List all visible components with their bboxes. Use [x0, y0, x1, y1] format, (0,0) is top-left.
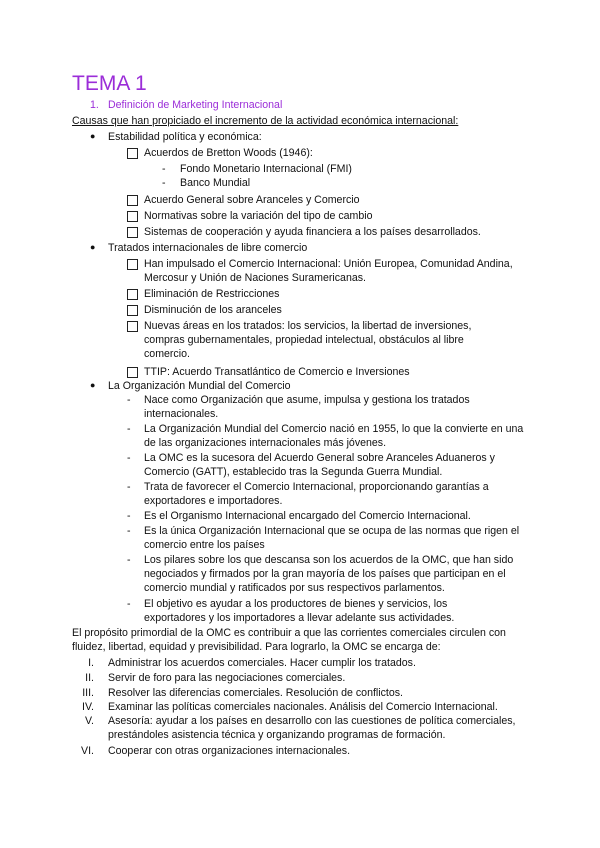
checkbox-label: Han impulsado el Comercio Internacional: Unión Europea, Comunidad Andina, Mercosur y Unión de Naciones Suramericanas.	[144, 258, 513, 285]
list-item-text: La OMC es la sucesora del Acuerdo General sobre Aranceles Aduaneros y Comercio (GATT), establecido tras la Segunda Guerra Mundial.	[144, 452, 495, 479]
dash-icon: -	[127, 598, 131, 610]
dash-icon: -	[162, 163, 166, 175]
dash-icon: -	[127, 394, 131, 406]
roman-numeral: V.	[84, 715, 94, 727]
function-text: Cooperar con otras organizaciones internacionales.	[108, 745, 351, 757]
function-text: Servir de foro para las negociaciones comerciales.	[108, 672, 346, 684]
causes-heading: Causas que han propiciado el incremento de la actividad económica internacional:	[72, 115, 459, 127]
bullet-label: Estabilidad política y económica:	[108, 131, 262, 143]
bullet-icon: ●	[90, 131, 96, 141]
checkbox-icon	[127, 148, 138, 159]
dash-icon: -	[127, 481, 131, 493]
list-item-text: Es la única Organización Internacional que se ocupa de las normas que rigen el comercio entre los países	[144, 525, 520, 552]
checkbox-label: Disminución de los aranceles	[144, 304, 282, 316]
bullet-label: La Organización Mundial del Comercio	[108, 380, 291, 392]
page-title: TEMA 1	[72, 72, 147, 95]
dash-icon: -	[127, 510, 131, 522]
list-item-text: Trata de favorecer el Comercio Internacional, proporcionando garantías a exportadores e importadores.	[144, 481, 489, 508]
sub-list-text: Fondo Monetario Internacional (FMI)	[180, 163, 352, 175]
roman-numeral: VI.	[81, 745, 94, 757]
sub-list-text: Banco Mundial	[180, 177, 251, 189]
checkbox-label: Acuerdos de Bretton Woods (1946):	[144, 147, 313, 159]
function-text: Examinar las políticas comerciales nacionales. Análisis del Comercio Internacional.	[108, 701, 498, 713]
bullet-label: Tratados internacionales de libre comercio	[108, 242, 308, 254]
checkbox-label: Normativas sobre la variación del tipo de cambio	[144, 210, 373, 222]
dash-icon: -	[162, 177, 166, 189]
list-item-text: Los pilares sobre los que descansa son los acuerdos de la OMC, que han sido negociados y firmados por la gran mayoría de los países que participan en el comercio mundial y ratificados por sus respectivos parlamentos.	[144, 554, 514, 595]
checkbox-icon	[127, 259, 138, 270]
list-item-text: La Organización Mundial del Comercio nació en 1955, lo que la convierte en una de las organizaciones internacionales más jóvenes.	[144, 423, 524, 450]
checkbox-label: Acuerdo General sobre Aranceles y Comercio	[144, 194, 360, 206]
checkbox-icon	[127, 367, 138, 378]
checkbox-icon	[127, 227, 138, 238]
subtitle-text: Definición de Marketing Internacional	[108, 99, 283, 111]
bullet-icon: ●	[90, 380, 96, 390]
dash-icon: -	[127, 423, 131, 435]
section-subtitle	[90, 98, 282, 112]
dash-icon: -	[127, 525, 131, 537]
bullet-icon: ●	[90, 242, 96, 252]
roman-numeral: III.	[82, 687, 94, 699]
function-text: Resolver las diferencias comerciales. Resolución de conflictos.	[108, 687, 403, 699]
roman-numeral: II.	[85, 672, 94, 684]
checkbox-label: Nuevas áreas en los tratados: los servicios, la libertad de inversiones, compras gubernamentales, propiedad intelectual, obstáculos al libre comercio.	[144, 320, 472, 361]
dash-icon: -	[127, 554, 131, 566]
checkbox-icon	[127, 211, 138, 222]
checkbox-icon	[127, 321, 138, 332]
dash-icon: -	[127, 452, 131, 464]
list-item-text: Es el Organismo Internacional encargado del Comercio Internacional.	[144, 510, 471, 522]
purpose-paragraph: El propósito primordial de la OMC es contribuir a que las corrientes comerciales circulen con fluidez, libertad, equidad y previsibilidad. Para lograrlo, la OMC se encarga de:	[72, 627, 506, 654]
list-item-text: El objetivo es ayudar a los productores de bienes y servicios, los exportadores y los importadores a llevar adelante sus actividades.	[144, 598, 455, 625]
list-item-text: Nace como Organización que asume, impulsa y gestiona los tratados internacionales.	[144, 394, 470, 421]
checkbox-icon	[127, 289, 138, 300]
checkbox-label: TTIP: Acuerdo Transatlántico de Comercio e Inversiones	[144, 366, 410, 378]
subtitle-number: 1.	[90, 99, 99, 111]
checkbox-label: Eliminación de Restricciones	[144, 288, 280, 300]
checkbox-icon	[127, 195, 138, 206]
function-text: Asesoría: ayudar a los países en desarrollo con las cuestiones de política comerciales, prestándoles asistencia técnica y organizando programas de formación.	[108, 715, 516, 742]
checkbox-icon	[127, 305, 138, 316]
roman-numeral: I.	[88, 657, 94, 669]
function-text: Administrar los acuerdos comerciales. Hacer cumplir los tratados.	[108, 657, 416, 669]
checkbox-label: Sistemas de cooperación y ayuda financiera a los países desarrollados.	[144, 226, 481, 238]
roman-numeral: IV.	[82, 701, 94, 713]
